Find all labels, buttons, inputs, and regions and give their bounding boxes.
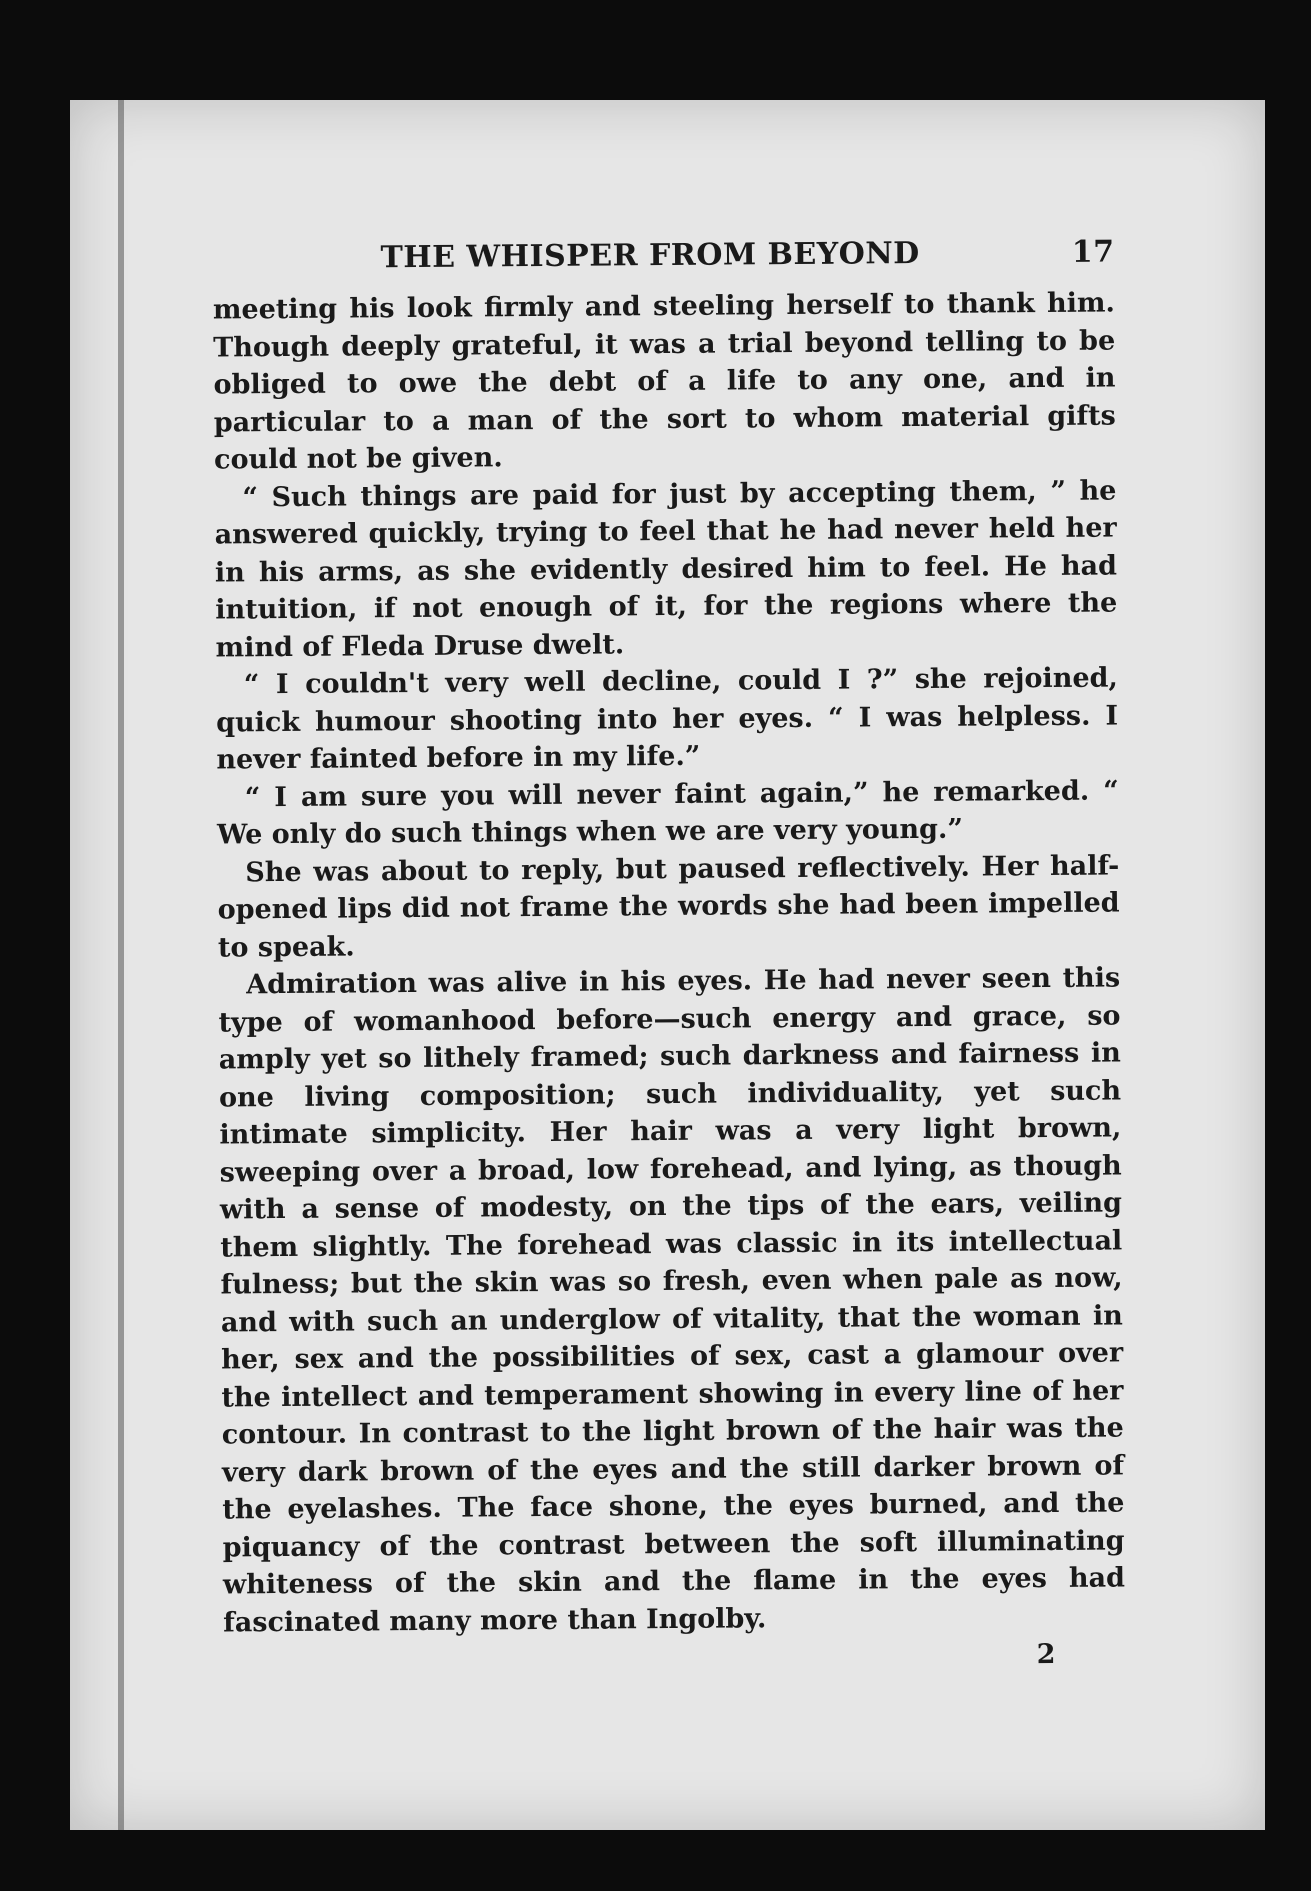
paragraph: She was about to reply, but paused reflectively. Her half-opened lips did not frame the words she had been impelled to speak. — [217, 849, 1120, 964]
running-title: THE WHISPER FROM BEYOND — [380, 236, 920, 276]
running-head — [212, 234, 1114, 291]
page-number: 17 — [1071, 234, 1115, 270]
signature-mark: 2 — [1036, 1638, 1056, 1671]
body-text — [213, 284, 1126, 1641]
paragraph: “ Such things are paid for just by accepting them, ” he answered quickly, trying to feel that he had never held her in his arms, as she evidently desired him to feel. He had intuition, if not enough of it, for the regions where the mind of Fleda Druse dwelt. — [214, 474, 1118, 664]
paragraph: Admiration was alive in his eyes. He had never seen this type of womanhood before—such energy and grace, so amply yet so lithely framed; such darkness and fairness in one living composition; such individuality, yet such intimate simplicity. Her hair was a very light brown, sweeping over a broad, low forehead, and lying, as though with a sense of modesty, on the tips of the ears, veiling them slightly. The forehead was classic in its intellectual fulness; but the skin was so fresh, even when pale as now, and with such an underglow of vitality, that the woman in her, sex and the possibilities of sex, cast a glamour over the intellect and temperament showing in every line of her contour. In contrast to the light brown of the hair was the very dark brown of the eyes and the still darker brown of the eyelashes. The face shone, the eyes burned, and the piquancy of the contrast between the soft illuminating whiteness of the skin and the flame in the eyes had fascinated many more than Ingolby. — [218, 962, 1126, 1639]
paragraph: “ I couldn't very well decline, could I ?” she rejoined, quick humour shooting into her eyes. “ I was helpless. I never fainted before in my life.” — [216, 662, 1119, 776]
paragraph: meeting his look firmly and steeling herself to thank him. Though deeply grateful, it was a trial beyond telling to be obliged to owe the debt of a life to any one, and in particular to a man of the sort to whom material gifts could not be given. — [212, 287, 1116, 476]
text-block — [212, 234, 1125, 1676]
paragraph: “ I am sure you will never faint again,” he remarked. “ We only do such things when we are very young.” — [216, 774, 1119, 851]
book-page — [70, 100, 1265, 1830]
